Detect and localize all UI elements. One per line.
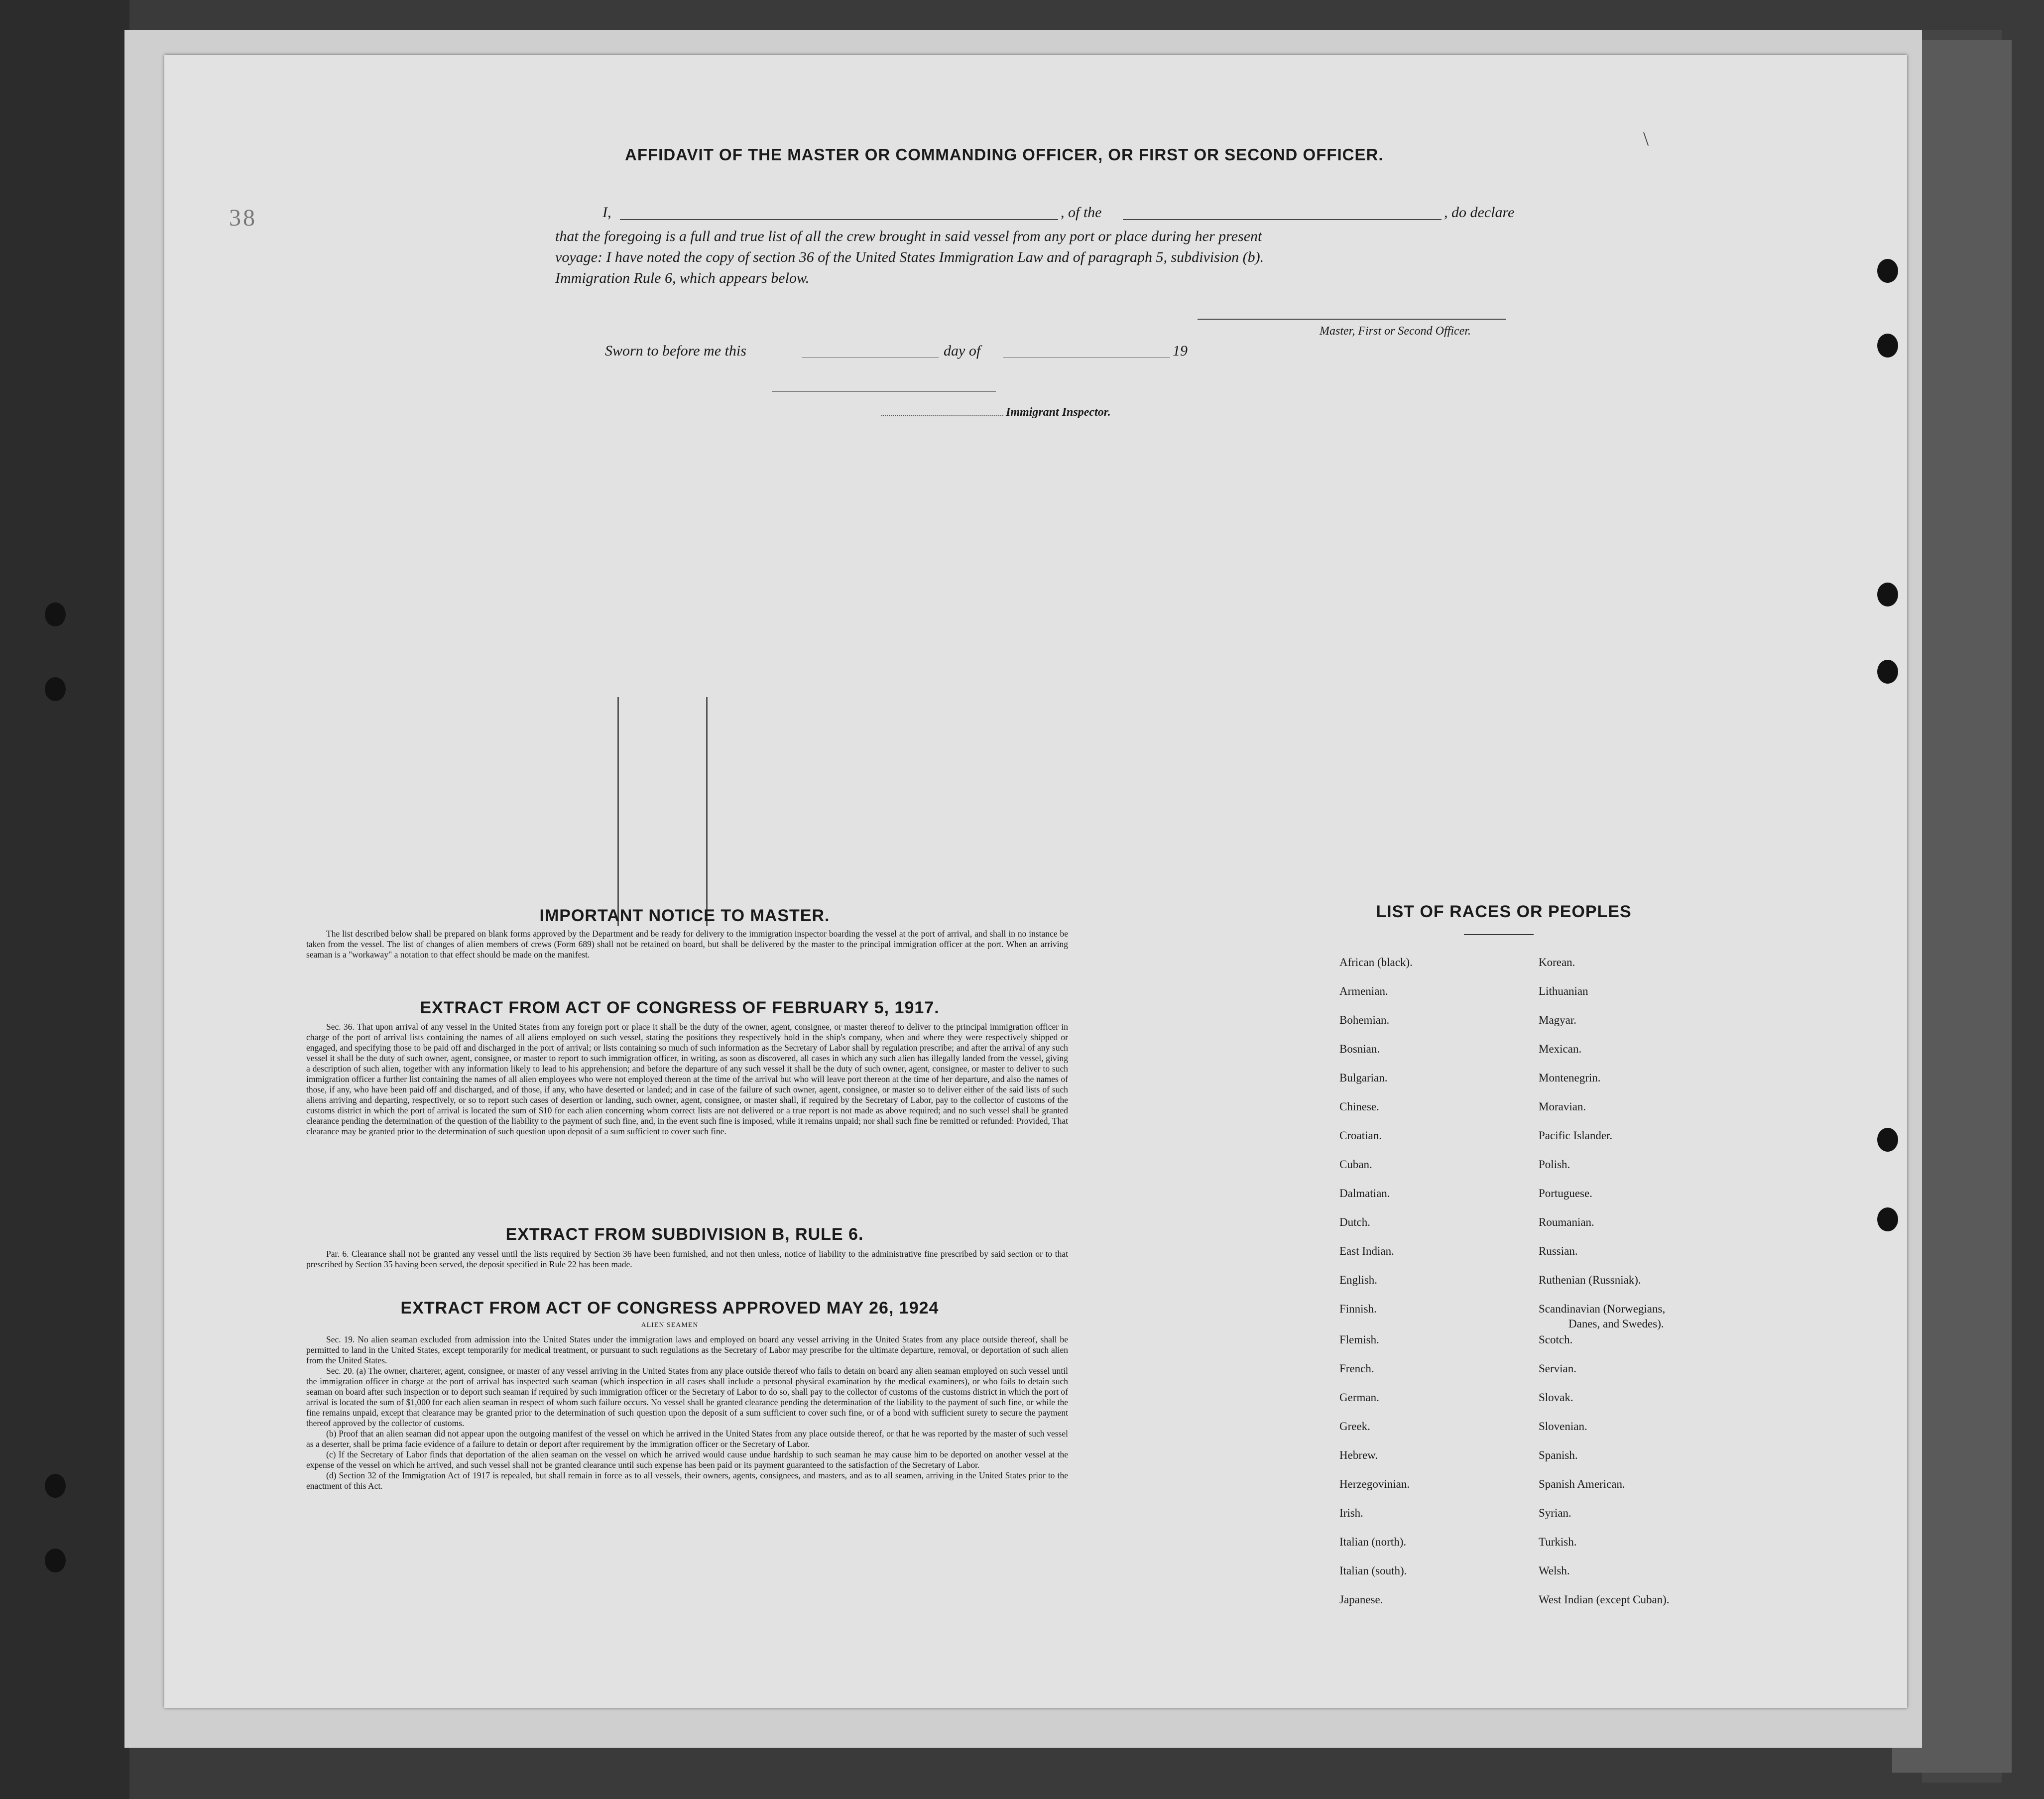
race-item: Chinese.: [1339, 1100, 1379, 1113]
race-item: Roumanian.: [1539, 1216, 1594, 1228]
page-number: 38: [229, 205, 257, 231]
race-item: Slovenian.: [1539, 1420, 1587, 1433]
race-item: Bulgarian.: [1339, 1072, 1388, 1084]
punch-hole-icon: [1877, 1128, 1898, 1152]
race-item: Italian (north).: [1339, 1536, 1407, 1548]
punch-hole-icon: [1877, 660, 1898, 684]
extract-1924-heading: EXTRACT FROM ACT OF CONGRESS APPROVED MAY 26, 1924: [400, 1299, 939, 1318]
sec20a-paragraph: Sec. 20. (a) The owner, charterer, agent, consignee, or master of any vessel arriving in the United States from any place outside thereof who fails to detain on board any alien seaman employed on such vessel until the immigration officer in charge at the port of arrival has inspected such seaman (which inspection in all cases shall include a personal physical examination by the medical examiners), or who fails to detain such seaman on board after such inspection or to deport such seaman if required by such immigration officer or the Secretary of Labor to do so, shall pay to the collector of customs of the customs district in which the port of arrival is located the sum of $1,000 for each alien seaman in respect of whom such failure occurs. No vessel shall be granted clearance pending the determination of the liability to the payment of such fine, or while the fine remains unpaid, except that clearance may be granted prior to the determination of such question upon the deposit of a sum sufficient to cover such fine, or of a bond with sufficient surety to secure the payment thereof approved by the collector of customs.: [306, 1366, 1068, 1428]
sworn-year: 19: [1173, 343, 1188, 359]
master-signature-blank: [1198, 319, 1506, 320]
race-item: Syrian.: [1539, 1507, 1571, 1519]
sworn-text: Sworn to before me this: [605, 343, 746, 359]
alien-seamen-subheading: ALIEN SEAMEN: [641, 1321, 699, 1329]
punch-hole-icon: [45, 677, 66, 701]
sec20c-paragraph: (c) If the Secretary of Labor finds that deportation of the alien seaman on the vessel on which he arrived would cause undue hardship to such seaman he may cause him to be deported on another vessel at the expense of the vessel on which he arrived, and such vessel shall not be granted clearance until such expense has been paid or its payment guaranteed to the satisfaction of the Secretary of Labor.: [306, 1449, 1068, 1470]
race-item: Greek.: [1339, 1420, 1370, 1433]
rule6-paragraph: Par. 6. Clearance shall not be granted any vessel until the lists required by Section 36 have been furnished, and not then unless, notice of liability to the administrative fine prescribed by said section or to that prescribed by Section 35 having been served, the deposit specified in Rule 22 has been made.: [306, 1249, 1068, 1269]
inspector-signature-blank: [881, 415, 1003, 416]
notice-paragraph: The list described below shall be prepared on blank forms approved by the Department and be ready for delivery to the immigration inspector boarding the vessel at the port of arrival, and shall in no instance be taken from the vessel. The list of changes of alien members of crews (Form 689) shall not be retained on board, but shall be delivered by the master to the principal immigration officer at the port. When an arriving seaman is a "workaway" a notation to that effect should be made on the manifest.: [306, 929, 1068, 959]
race-item: Slovak.: [1539, 1391, 1573, 1404]
race-item: Herzegovinian.: [1339, 1478, 1410, 1490]
race-item: Moravian.: [1539, 1100, 1586, 1113]
race-item: West Indian (except Cuban).: [1539, 1593, 1670, 1606]
race-item: Spanish American.: [1539, 1478, 1625, 1490]
affidavit-line-2: that the foregoing is a full and true list of all the crew brought in said vessel from any port or place during her present: [555, 228, 1262, 244]
race-item: Mexican.: [1539, 1043, 1582, 1055]
inspector-label: Immigrant Inspector.: [1006, 406, 1111, 419]
race-item: Korean.: [1539, 956, 1575, 968]
affidavit-line-3: voyage: I have noted the copy of section 36 of the United States Immigration Law and of paragraph 5, subdivision (b).: [555, 249, 1264, 265]
race-item: Portuguese.: [1539, 1187, 1592, 1199]
notice-heading: IMPORTANT NOTICE TO MASTER.: [539, 906, 830, 925]
column-rule: [617, 697, 619, 926]
sworn-day-of: day of: [944, 343, 981, 359]
race-item: Cuban.: [1339, 1158, 1372, 1171]
extract-1924-text: [306, 1334, 1068, 1491]
race-item: Armenian.: [1339, 985, 1388, 997]
sec20b-paragraph: (b) Proof that an alien seaman did not appear upon the outgoing manifest of the vessel on which he arrived in the United States from any place outside thereof, or that he was reported by the master of such vessel as a deserter, shall be prima facie evidence of a failure to detain or deport after requirement by the immigration officer or the Secretary of Labor.: [306, 1429, 1068, 1449]
race-item: Welsh.: [1539, 1564, 1570, 1577]
extract-1917-heading: EXTRACT FROM ACT OF CONGRESS OF FEBRUARY 5, 1917.: [420, 998, 940, 1017]
sec19-paragraph: Sec. 19. No alien seaman excluded from admission into the United States under the immigration laws and employed on board any vessel arriving in the United States from any place outside thereof, shall be permitted to land in the United States, except temporarily for medical treatment, or pursuant to such regulations as the Secretary of Labor may prescribe for the ultimate departure, removal, or deportation of such alien from the United States.: [306, 1334, 1068, 1365]
race-item: English.: [1339, 1274, 1378, 1286]
punch-hole-icon: [1877, 583, 1898, 606]
race-item: Bosnian.: [1339, 1043, 1380, 1055]
race-item: French.: [1339, 1362, 1374, 1375]
race-item: Turkish.: [1539, 1536, 1577, 1548]
race-item: Croatian.: [1339, 1129, 1382, 1142]
column-rule: [706, 697, 708, 926]
punch-hole-icon: [1877, 334, 1898, 358]
race-item: Servian.: [1539, 1362, 1577, 1375]
race-item: Spanish.: [1539, 1449, 1578, 1461]
race-item: Dalmatian.: [1339, 1187, 1390, 1199]
race-item: Ruthenian (Russniak).: [1539, 1274, 1641, 1286]
punch-hole-icon: [1877, 259, 1898, 283]
race-item: German.: [1339, 1391, 1379, 1404]
corner-mark: \: [1643, 127, 1649, 150]
inspector-top-rule: [772, 391, 996, 392]
affidavit-i: I,: [602, 204, 611, 221]
punch-hole-icon: [45, 1549, 66, 1572]
race-item: Polish.: [1539, 1158, 1570, 1171]
race-item: Pacific Islander.: [1539, 1129, 1613, 1142]
race-item: Magyar.: [1539, 1014, 1577, 1026]
section-36-paragraph: Sec. 36. That upon arrival of any vessel in the United States from any foreign port or place it shall be the duty of the owner, agent, consignee, or master thereof to deliver to the principal immigration officer in charge of the port of arrival lists containing the names of all aliens employed on such vessel, stating the positions they respectively hold in the ship's company, when and where they were respectively shipped or engaged, and specifying those to be paid off and discharged in the port of arrival; or lists containing so much of such information as the Secretary of Labor shall by regulation prescribe; and after the arrival of any such vessel it shall be the duty of such owner, agent, consignee, or master to report to such immigration officer, in writing, as soon as discovered, all cases in which any such alien has illegally landed from the vessel, giving a description of such alien, together with any information likely to lead to his apprehension; and before the departure of any such vessel it shall be the duty of such owner, agent, consignee, or master to deliver to such immigration officer a further list containing the names of all alien employees who were not employed thereon at the time of the arrival but who will leave port thereon at the time of her departure, and also the names of those, if any, who have been paid off and discharged, and of those, if any, who have deserted or landed; and in case of the failure of such owner, agent, consignee, or master so to deliver either of the said lists of such aliens arriving and departing, respectively, or so to report such cases of desertion or landing, such owner, agent, consignee, or master shall, if required by the Secretary of Labor, pay to the collector of customs of the customs district in which the port of arrival is located the sum of $10 for each alien concerning whom correct lists are not delivered or a true report is not made as above required; and no such vessel shall be granted clearance pending the determination of the question of the liability to the payment of such fine, and, in the event such fine is imposed, while it remains unpaid; nor shall such fine be remitted or refunded: Provided, That clearance may be granted prior to the determination of such question upon deposit of a sum sufficient to cover such fine.: [306, 1022, 1068, 1136]
race-item: Lithuanian: [1539, 985, 1588, 997]
race-item: Irish.: [1339, 1507, 1363, 1519]
extract-rule6-heading: EXTRACT FROM SUBDIVISION B, RULE 6.: [505, 1225, 864, 1244]
affidavit-line-4: Immigration Rule 6, which appears below.: [555, 270, 810, 286]
extract-rule6-text: [306, 1249, 1068, 1270]
race-item: Italian (south).: [1339, 1564, 1407, 1577]
race-item: East Indian.: [1339, 1245, 1394, 1257]
race-item: Bohemian.: [1339, 1014, 1390, 1026]
race-item: Montenegrin.: [1539, 1072, 1601, 1084]
sec20d-paragraph: (d) Section 32 of the Immigration Act of 1917 is repealed, but shall remain in force as to all vessels, their owners, agents, consignees, and masters, and as to all seamen, arriving in the United States prior to the enactment of this Act.: [306, 1470, 1068, 1491]
extract-1917-text: [306, 1022, 1068, 1137]
punch-hole-icon: [45, 602, 66, 626]
affidavit-title: AFFIDAVIT OF THE MASTER OR COMMANDING OFFICER, OR FIRST OR SECOND OFFICER.: [625, 145, 1384, 164]
races-heading: LIST OF RACES OR PEOPLES: [1376, 902, 1632, 921]
race-item: Dutch.: [1339, 1216, 1370, 1228]
race-item: Japanese.: [1339, 1593, 1383, 1606]
affidavit-do-declare: , do declare: [1444, 204, 1515, 221]
backdrop: [0, 0, 129, 1799]
race-item: Hebrew.: [1339, 1449, 1378, 1461]
punch-hole-icon: [45, 1474, 66, 1498]
race-item: Danes, and Swedes).: [1568, 1318, 1664, 1330]
race-item: African (black).: [1339, 956, 1413, 968]
master-signature-label: Master, First or Second Officer.: [1320, 325, 1471, 338]
race-item: Finnish.: [1339, 1303, 1377, 1315]
notice-text: [306, 929, 1068, 960]
punch-hole-icon: [1877, 1207, 1898, 1231]
race-item: Russian.: [1539, 1245, 1578, 1257]
race-item: Scotch.: [1539, 1333, 1573, 1346]
race-item: Flemish.: [1339, 1333, 1379, 1346]
vessel-blank: [1123, 219, 1442, 220]
affidavit-of-the: , of the: [1061, 204, 1102, 221]
name-blank: [620, 219, 1058, 220]
races-heading-rule: [1464, 934, 1534, 935]
race-item: Scandinavian (Norwegians,: [1539, 1303, 1666, 1315]
